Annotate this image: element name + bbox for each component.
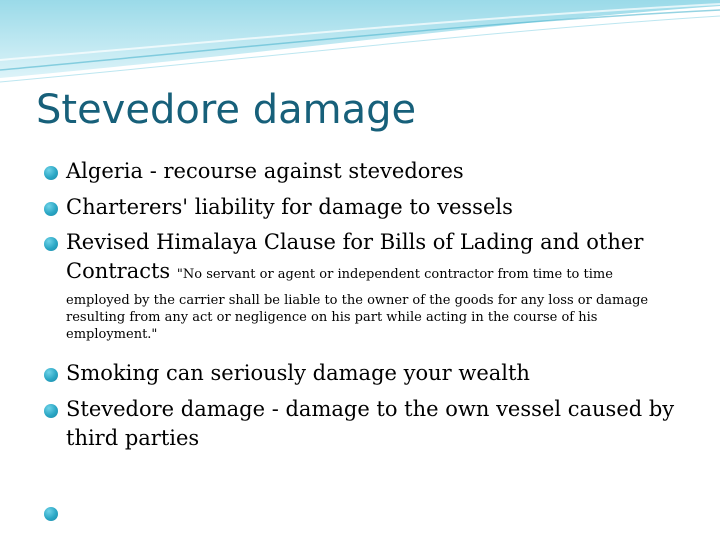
- bullet-dot-icon: [44, 404, 58, 418]
- bullet-item: Stevedore damage - damage to the own vessel caused by third parties: [66, 397, 675, 450]
- quote-continuation: employed by the carrier shall be liable to the owner of the goods for any loss or damage resulting from any act or negligence on his part while acting in the course of his employment.": [66, 293, 649, 342]
- bullet-dot-icon: [44, 507, 58, 521]
- quote-start: "No servant or agent or independent contractor from time to time: [176, 267, 613, 282]
- bullet-item: Algeria - recourse against stevedores: [66, 159, 464, 183]
- bullet-item-line: Revised Himalaya Clause for Bills of Lading and other: [66, 230, 644, 254]
- bullet-dot-icon: [44, 166, 58, 180]
- bullet-item-line: [66, 257, 686, 286]
- bullet-item: Smoking can seriously damage your wealth: [66, 361, 530, 385]
- slide-title: Stevedore damage: [36, 87, 417, 133]
- bullet-dot-icon: [44, 368, 58, 382]
- bullet-dot-icon: [44, 237, 58, 251]
- bullet-dot-icon: [44, 202, 58, 216]
- bullet-item: [66, 228, 686, 343]
- bullet-item-word: Contracts: [66, 259, 171, 283]
- bullet-item: Charterers' liability for damage to vessels: [66, 195, 513, 219]
